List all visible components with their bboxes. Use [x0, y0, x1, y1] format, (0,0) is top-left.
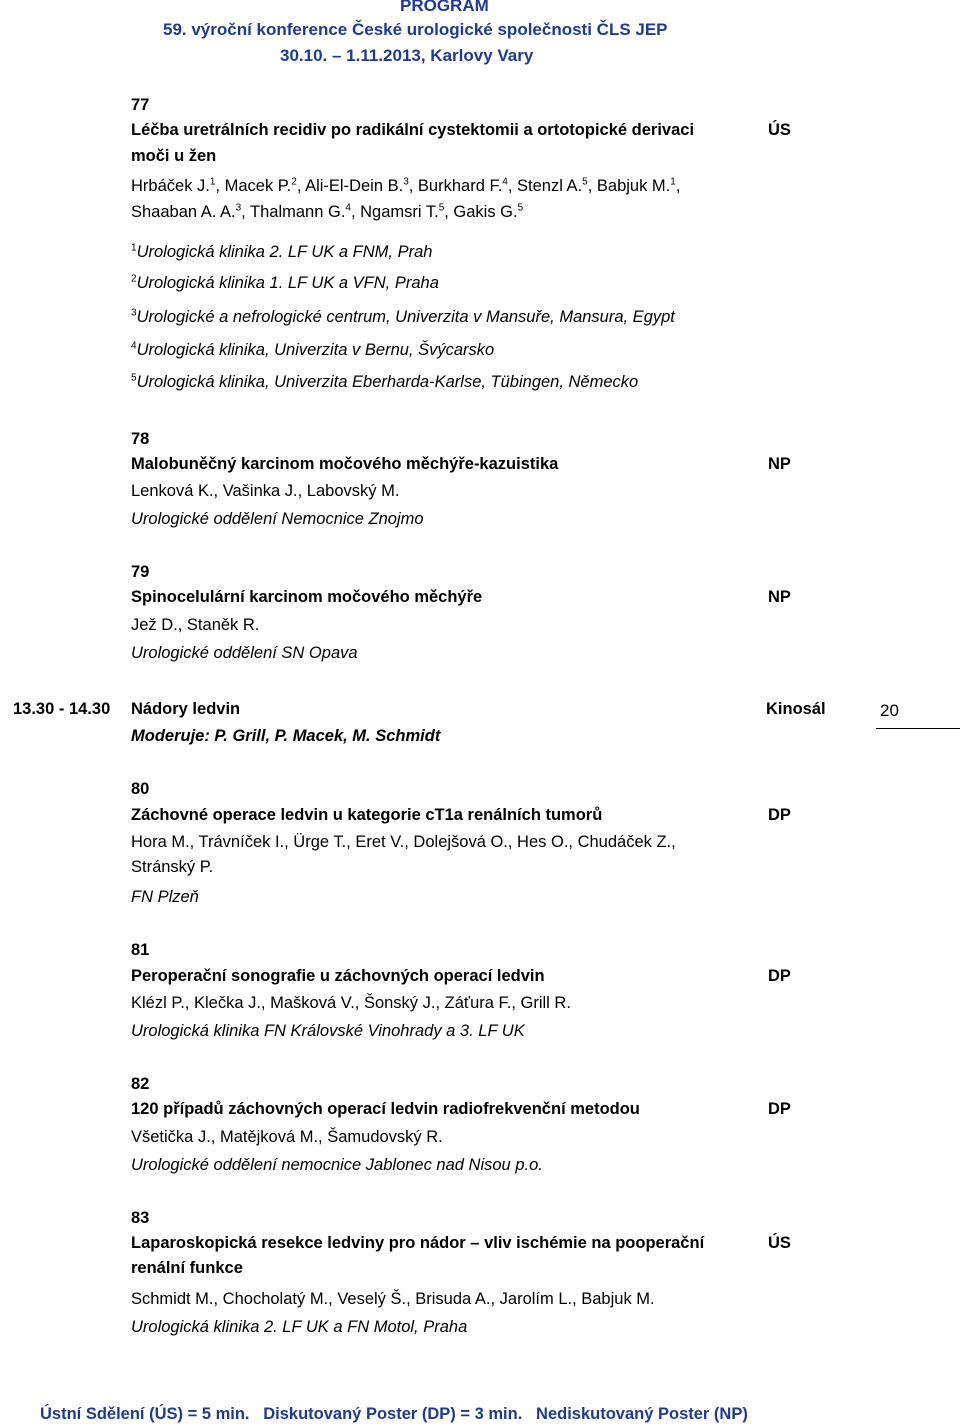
affiliation-index: 5 — [131, 372, 137, 384]
author-text: , Babjuk M. — [587, 177, 671, 195]
abstract-authors: Lenková K., Vašinka J., Labovský M. — [131, 482, 400, 500]
affiliation-item — [131, 373, 638, 392]
affiliation-index: 1 — [131, 242, 137, 254]
author-text: Shaaban A. A. — [131, 203, 236, 221]
author-text: , Burkhard F. — [408, 177, 503, 195]
abstract-affiliation: Urologická klinika 2. LF UK a FN Motol, Praha — [131, 1318, 468, 1336]
abstract-authors: Hora M., Trávníček I., Ürge T., Eret V., Dolejšová O., Hes O., Chudáček Z., — [131, 833, 676, 851]
author-text: Hrbáček J. — [131, 177, 210, 195]
abstract-title: Malobuněčný karcinom močového měchýře-kazuistika — [131, 455, 559, 473]
abstract-authors: Jež D., Staněk R. — [131, 616, 260, 634]
abstract-authors-continued: Stránský P. — [131, 858, 214, 876]
abstract-affiliation: Urologické oddělení SN Opava — [131, 644, 358, 662]
affiliation-index: 5 — [517, 202, 524, 214]
page-number-rule — [876, 728, 960, 729]
affiliation-index: 2 — [131, 273, 137, 285]
author-text: , Thalmann G. — [241, 203, 346, 221]
author-text: , Macek P. — [215, 177, 292, 195]
affiliation-text: Urologická klinika, Univerzita v Bernu, Švýcarsko — [136, 341, 495, 359]
affiliation-item — [131, 341, 494, 360]
affiliation-index: 4 — [345, 202, 351, 214]
page-header-conference: 59. výroční konference České urologické společnosti ČLS JEP — [163, 20, 668, 39]
affiliation-index: 5 — [582, 176, 588, 188]
affiliation-index: 1 — [670, 176, 676, 188]
abstract-title: Laparoskopická resekce ledviny pro nádor – vliv ischémie na pooperační — [131, 1234, 705, 1252]
session-moderators: Moderuje: P. Grill, P. Macek, M. Schmidt — [131, 727, 441, 745]
session-title: Nádory ledvin — [131, 700, 241, 718]
author-text: , Ngamsri T. — [350, 203, 439, 221]
page-header-dates: 30.10. – 1.11.2013, Karlovy Vary — [280, 46, 534, 65]
abstract-type: NP — [768, 588, 791, 606]
abstract-affiliation: FN Plzeň — [131, 888, 199, 906]
abstract-affiliation: Urologické oddělení nemocnice Jablonec nad Nisou p.o. — [131, 1156, 543, 1174]
abstract-affiliation: Urologické oddělení Nemocnice Znojmo — [131, 510, 424, 528]
affiliation-index: 2 — [291, 176, 297, 188]
abstract-type: NP — [768, 455, 791, 473]
abstract-type: DP — [768, 967, 791, 985]
author-text: , — [675, 177, 681, 195]
abstract-title: Léčba uretrálních recidiv po radikální cystektomii a ortotopické derivaci — [131, 121, 695, 139]
abstract-number: 78 — [131, 430, 150, 448]
page-number: 20 — [880, 701, 899, 720]
abstract-authors — [131, 177, 680, 196]
affiliation-text: Urologické a nefrologické centrum, Univerzita v Mansuře, Mansura, Egypt — [136, 308, 675, 326]
abstract-title: Peroperační sonografie u záchovných operací ledvin — [131, 967, 545, 985]
author-text: , Ali-El-Dein B. — [296, 177, 404, 195]
abstract-title: Spinocelulární karcinom močového měchýře — [131, 588, 483, 606]
affiliation-item — [131, 243, 432, 262]
affiliation-index: 3 — [235, 202, 242, 214]
abstract-title-continued: renální funkce — [131, 1259, 243, 1277]
session-room: Kinosál — [766, 700, 826, 718]
abstract-title: 120 případů záchovných operací ledvin radiofrekvenční metodou — [131, 1100, 640, 1118]
page-header-program: PROGRAM — [400, 0, 489, 15]
abstract-authors: Všetička J., Matějková M., Šamudovský R. — [131, 1128, 443, 1146]
abstract-number: 83 — [131, 1209, 150, 1227]
affiliation-index: 3 — [131, 307, 137, 319]
affiliation-index: 5 — [438, 202, 445, 214]
abstract-number: 79 — [131, 563, 150, 581]
abstract-type: DP — [768, 1100, 791, 1118]
abstract-number: 81 — [131, 941, 150, 959]
affiliation-item — [131, 274, 439, 293]
affiliation-text: Urologická klinika, Univerzita Eberharda-Karlse, Tübingen, Německo — [136, 373, 639, 391]
abstract-authors: Klézl P., Klečka J., Mašková V., Šonský J., Záťura F., Grill R. — [131, 994, 571, 1012]
abstract-authors: Schmidt M., Chocholatý M., Veselý Š., Brisuda A., Jarolím L., Babjuk M. — [131, 1290, 655, 1308]
abstract-number: 77 — [131, 96, 150, 114]
abstract-authors-continued — [131, 203, 523, 222]
abstract-title: Záchovné operace ledvin u kategorie cT1a renálních tumorů — [131, 806, 603, 824]
affiliation-item — [131, 308, 675, 327]
affiliation-index: 4 — [502, 176, 508, 188]
abstract-affiliation: Urologická klinika FN Královské Vinohrady a 3. LF UK — [131, 1022, 525, 1040]
author-text: , Gakis G. — [444, 203, 518, 221]
abstract-number: 82 — [131, 1075, 150, 1093]
affiliation-text: Urologická klinika 2. LF UK a FNM, Prah — [136, 243, 433, 261]
abstract-type: ÚS — [768, 121, 791, 139]
author-text: , Stenzl A. — [507, 177, 583, 195]
session-time: 13.30 - 14.30 — [13, 700, 111, 718]
affiliation-index: 4 — [131, 340, 137, 352]
affiliation-index: 1 — [209, 176, 216, 188]
affiliation-index: 3 — [403, 176, 409, 188]
page-footer-legend: Ústní Sdělení (ÚS) = 5 min. Diskutovaný Poster (DP) = 3 min. Nediskutovaný Poster (NP) — [40, 1405, 748, 1423]
affiliation-text: Urologická klinika 1. LF UK a VFN, Praha — [136, 274, 439, 292]
abstract-type: ÚS — [768, 1234, 791, 1252]
abstract-type: DP — [768, 806, 791, 824]
abstract-title-continued: moči u žen — [131, 147, 217, 165]
abstract-number: 80 — [131, 780, 150, 798]
